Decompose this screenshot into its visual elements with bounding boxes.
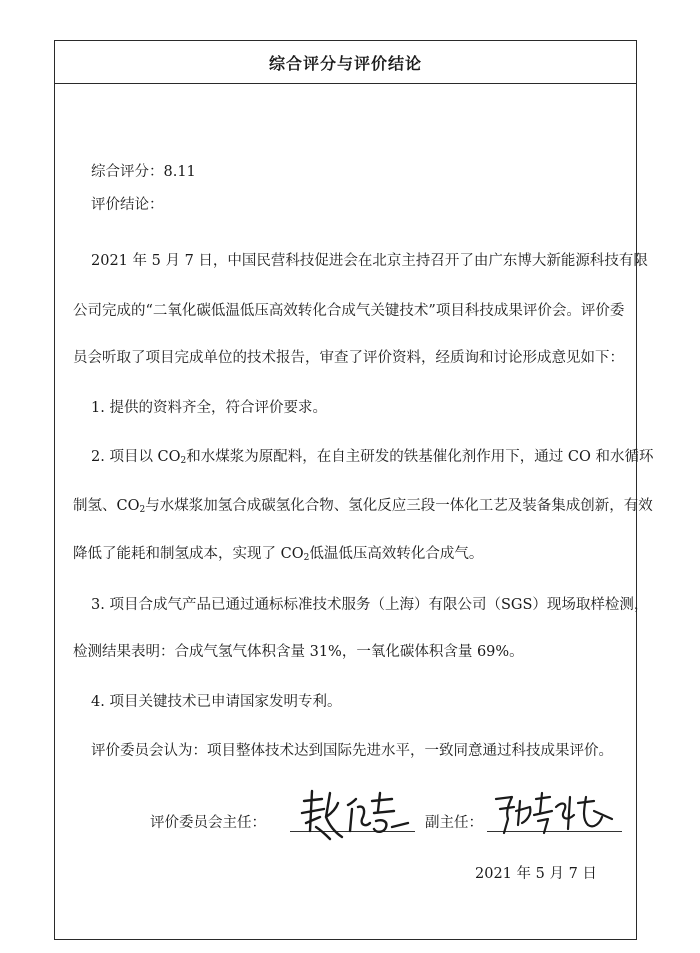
sheet-title: 综合评分与评价结论 — [55, 41, 636, 84]
score-line: 综合评分：8.11 — [91, 164, 196, 180]
item-2-line-2: 制氢、$CO_2$与水煤浆加氢合成碳氢化合物、氢化反应三段一体化工艺及装备集成创新，有效 — [73, 498, 653, 515]
conclusion-label: 评价结论： — [91, 197, 164, 213]
intro-line-2: 公司完成的“二氧化碳低温低压高效转化合成气关键技术”项目科技成果评价会。评价委 — [73, 303, 625, 319]
item-3-line-1: 3. 项目合成气产品已通过通标标准技术服务（上海）有限公司（SGS）现场取样检测， — [91, 597, 649, 613]
evaluation-sheet — [54, 40, 654, 940]
item-2-line-1: 2. 项目以 $CO_2$和水煤浆为原配料，在自主研发的铁基催化剂作用下，通过 CO 和水循环 — [91, 449, 654, 466]
chair-signature-icon — [296, 787, 416, 843]
signature-row — [150, 789, 620, 839]
item-2-line-3: 降低了能耗和制氢成本，实现了 $CO_2$低温低压高效转化合成气。 — [73, 546, 484, 563]
chair-label: 评价委员会主任： — [150, 815, 266, 831]
item-1: 1. 提供的资料齐全，符合评价要求。 — [91, 400, 327, 416]
vice-chair-label: 副主任： — [425, 815, 483, 831]
intro-line-1: 2021 年 5 月 7 日，中国民营科技促进会在北京主持召开了由广东博大新能源科技有限 — [91, 253, 648, 269]
vice-chair-signature-icon — [490, 789, 620, 839]
intro-line-3: 员会听取了项目完成单位的技术报告，审查了评价资料，经质询和讨论形成意见如下： — [73, 350, 624, 366]
date-line: 2021 年 5 月 7 日 — [475, 866, 597, 882]
item-4: 4. 项目关键技术已申请国家发明专利。 — [91, 694, 342, 710]
sheet-content — [55, 83, 654, 939]
committee-view: 评价委员会认为：项目整体技术达到国际先进水平，一致同意通过科技成果评价。 — [91, 743, 613, 759]
item-3-line-2: 检测结果表明：合成气氢气体积含量 31%，一氧化碳体积含量 69%。 — [73, 644, 524, 660]
